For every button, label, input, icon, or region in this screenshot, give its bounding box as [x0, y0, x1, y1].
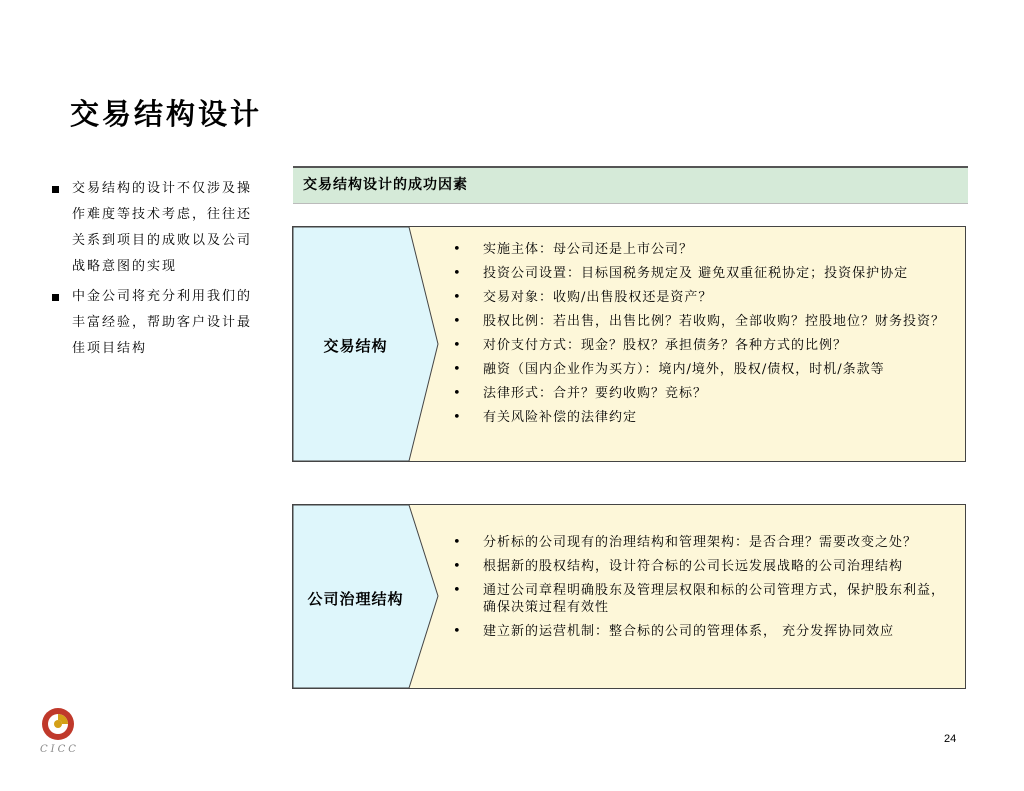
bullet-icon: •: [453, 535, 462, 550]
bullet-icon: •: [453, 314, 462, 329]
list-item-text: 对价支付方式：现金？股权？承担债务？各种方式的比例？: [483, 338, 848, 353]
panel-corporate-governance: [292, 504, 966, 689]
logo-text: CICC: [40, 744, 79, 755]
list-item-text: 融资（国内企业作为买方）：境内/境外，股权/债权，时机/条款等: [483, 362, 885, 377]
list-item: [453, 558, 953, 575]
bullet-icon: •: [453, 362, 462, 377]
cicc-logo-icon: [40, 706, 76, 742]
bullet-icon: •: [453, 624, 462, 639]
list-item-text: 股权比例：若出售，出售比例？若收购，全部收购？控股地位？财务投资？: [483, 314, 946, 329]
bullet-icon: •: [453, 266, 462, 281]
list-item: [453, 289, 953, 306]
bullet-icon: •: [453, 559, 462, 574]
bullet-icon: •: [453, 242, 462, 257]
list-item: [453, 265, 953, 282]
panel-label: 交易结构: [323, 337, 388, 355]
page-title: 交易结构设计: [70, 97, 263, 131]
summary-list: [52, 176, 252, 366]
bullet-icon: •: [453, 583, 462, 598]
list-item-text: 投资公司设置：目标国税务规定及 避免双重征税协定；投资保护协定: [483, 266, 909, 281]
summary-item: [52, 284, 252, 362]
list-item: [453, 534, 953, 551]
list-item-text: 交易对象：收购/出售股权还是资产？: [483, 290, 713, 305]
list-item-text: 建立新的运营机制：整合标的公司的管理体系， 充分发挥协同效应: [483, 624, 895, 639]
list-item-text: 有关风险补偿的法律约定: [483, 410, 638, 425]
list-item-text: 法律形式：合并？要约收购？竞标？: [483, 386, 708, 401]
list-item: [453, 409, 953, 426]
header-text: 交易结构设计的成功因素: [303, 177, 468, 193]
summary-text: 交易结构的设计不仅涉及操作难度等技术考虑，往往还关系到项目的成败以及公司战略意图的实现: [72, 181, 253, 274]
list-item-text: 实施主体：母公司还是上市公司？: [483, 242, 694, 257]
list-item-text: 分析标的公司现有的治理结构和管理架构：是否合理？需要改变之处？: [483, 535, 918, 550]
square-bullet-icon: [52, 294, 59, 301]
bullet-icon: •: [453, 410, 462, 425]
list-item: [453, 623, 953, 640]
list-item: [453, 361, 953, 378]
list-item-text: 根据新的股权结构，设计符合标的公司长远发展战略的公司治理结构: [483, 559, 904, 574]
bullet-icon: •: [453, 386, 462, 401]
bullet-icon: •: [453, 338, 462, 353]
square-bullet-icon: [52, 186, 59, 193]
factor-list: [453, 534, 953, 647]
list-item: [453, 313, 953, 330]
list-item: [453, 385, 953, 402]
page-number: 24: [944, 733, 957, 745]
summary-item: [52, 176, 252, 280]
list-item: [453, 582, 953, 616]
factor-list: [453, 241, 953, 433]
summary-text: 中金公司将充分利用我们的丰富经验，帮助客户设计最佳项目结构: [72, 289, 253, 356]
panel-label: 公司治理结构: [307, 590, 404, 608]
success-factors-header: [293, 166, 968, 204]
list-item: [453, 337, 953, 354]
bullet-icon: •: [453, 290, 462, 305]
panel-transaction-structure: [292, 226, 966, 462]
list-item: [453, 241, 953, 258]
list-item-text: 通过公司章程明确股东及管理层权限和标的公司管理方式，保护股东利益，确保决策过程有效性: [483, 583, 946, 615]
